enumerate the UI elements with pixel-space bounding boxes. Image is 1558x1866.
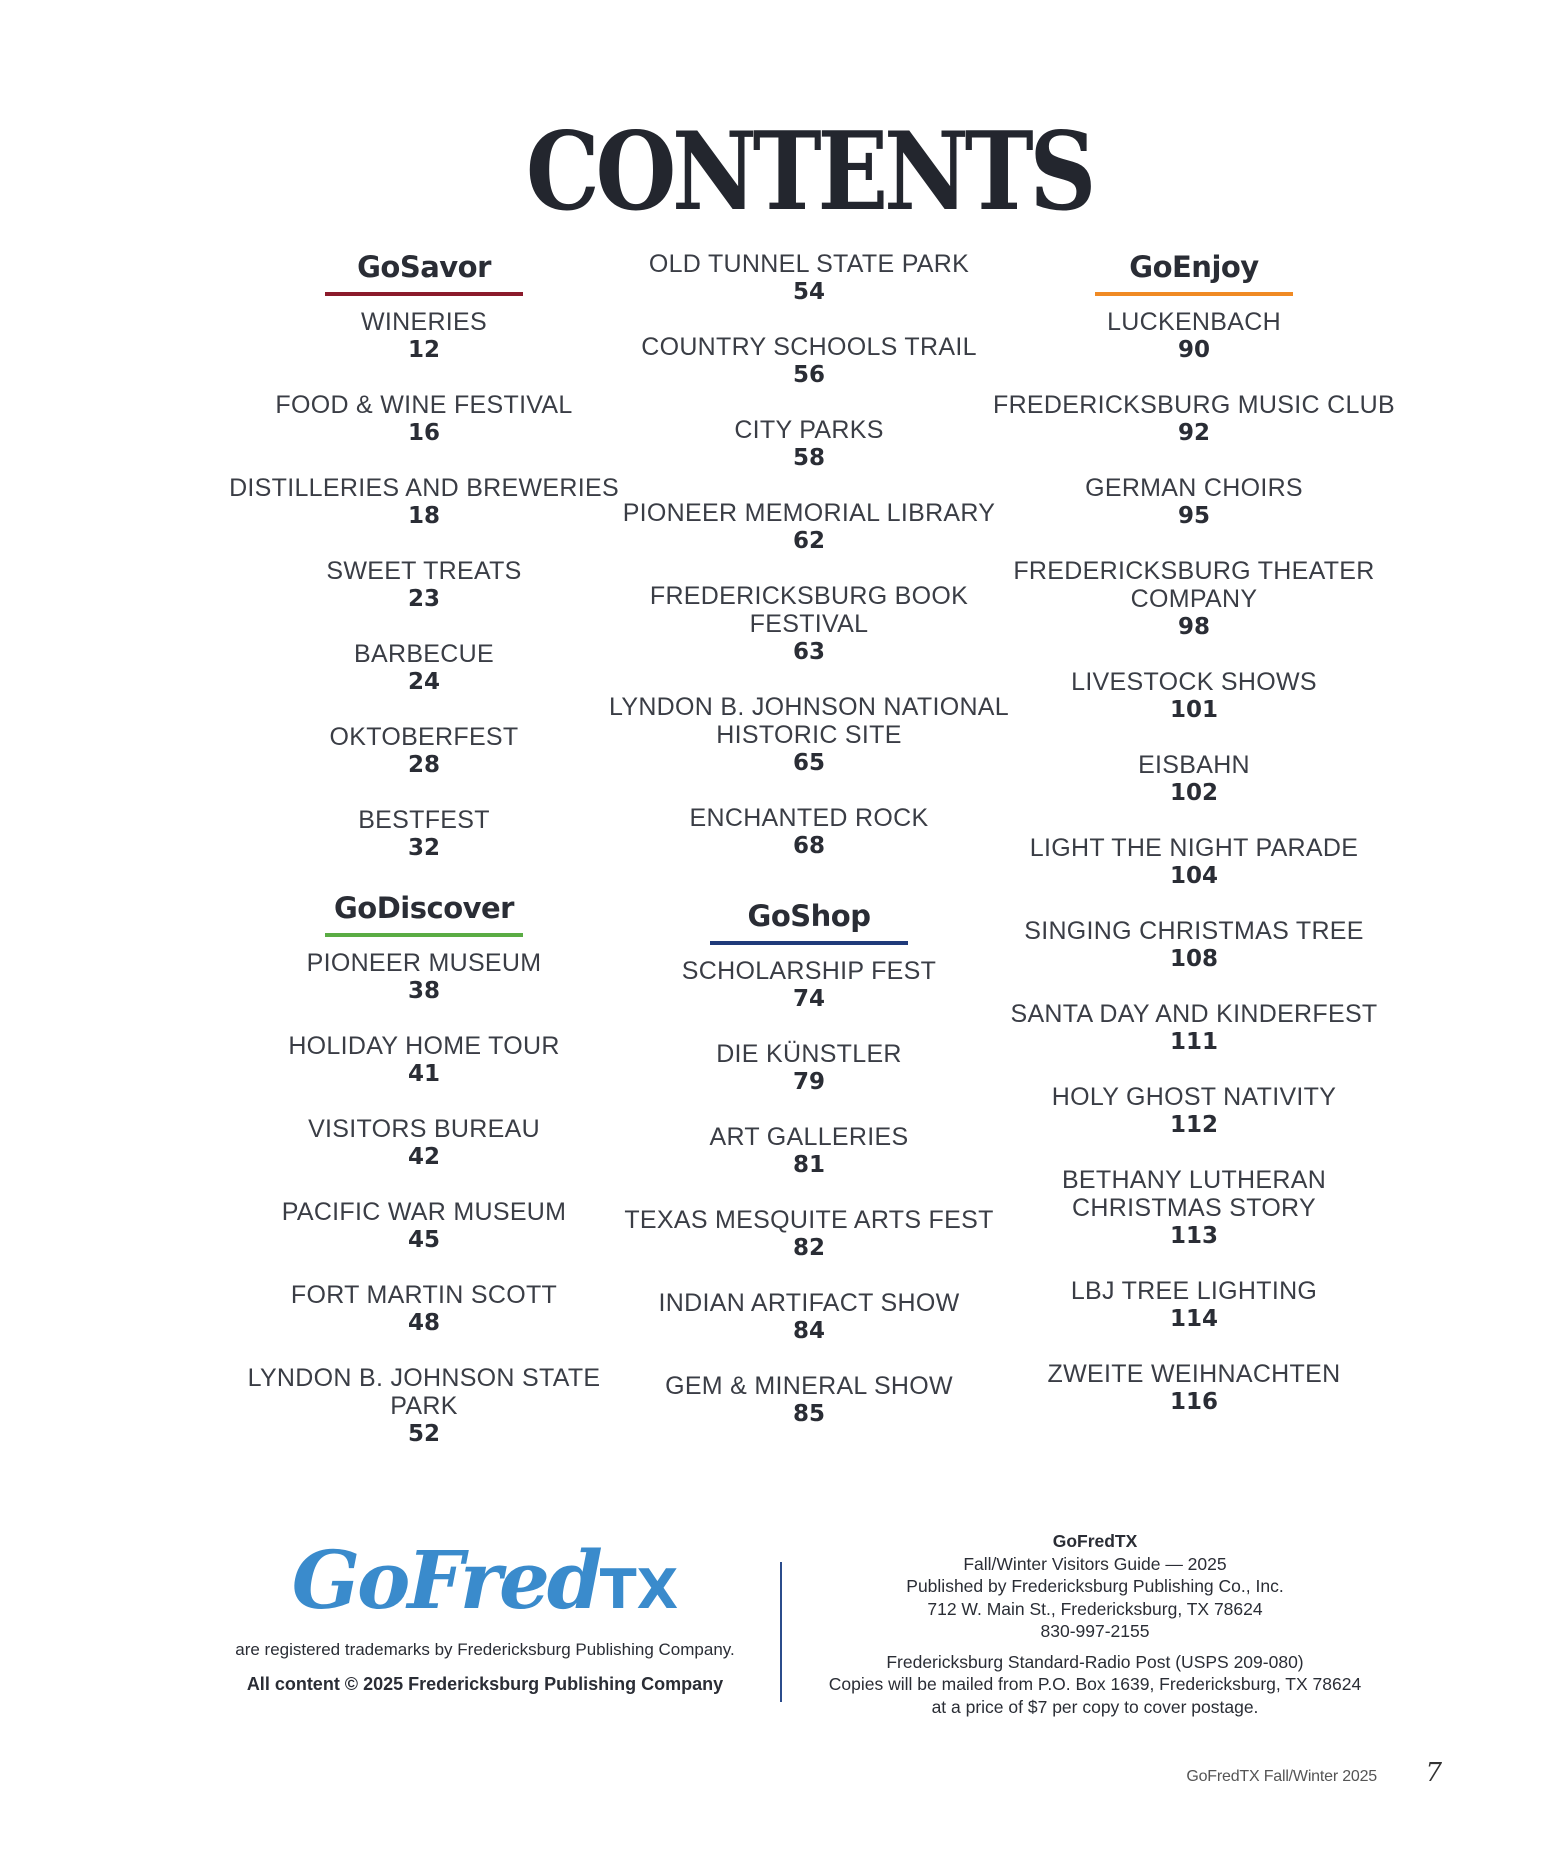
section-heading — [214, 248, 634, 296]
toc-entry-page: 104 — [1169, 863, 1218, 889]
toc-entry-title: DIE KÜNSTLER — [716, 1040, 902, 1068]
toc-column-1 — [214, 248, 634, 1475]
toc-entry-page: 24 — [407, 669, 440, 695]
toc-entry[interactable] — [599, 1040, 1019, 1096]
toc-entry-page: 79 — [792, 1069, 825, 1095]
toc-entry[interactable] — [214, 1281, 634, 1337]
toc-entry-page: 68 — [792, 833, 825, 859]
toc-entry-page: 101 — [1169, 697, 1218, 723]
toc-entry[interactable] — [214, 1198, 634, 1254]
toc-entry-page: 62 — [792, 528, 825, 554]
toc-entry-page: 52 — [407, 1421, 440, 1447]
toc-entry-title: VISITORS BUREAU — [308, 1115, 540, 1143]
footer-divider — [780, 1562, 782, 1702]
toc-entry[interactable] — [599, 1206, 1019, 1262]
toc-entry-title: LYNDON B. JOHNSON NATIONAL HISTORIC SITE — [609, 693, 1009, 749]
publisher-brand: GoFredTX — [1052, 1531, 1138, 1551]
section-title: GoShop — [747, 899, 871, 933]
section-title: GoSavor — [357, 250, 491, 284]
postal-line: at a price of $7 per copy to cover postage. — [931, 1696, 1259, 1717]
section-heading — [599, 897, 1019, 945]
toc-entry-title: FOOD & WINE FESTIVAL — [275, 391, 573, 419]
publisher-line: Fall/Winter Visitors Guide — 2025 — [963, 1553, 1227, 1574]
toc-entry[interactable] — [599, 1372, 1019, 1428]
toc-entry-title: COUNTRY SCHOOLS TRAIL — [641, 333, 977, 361]
section-underline — [710, 941, 908, 945]
toc-entry-title: FREDERICKSBURG THEATER COMPANY — [1013, 557, 1375, 613]
toc-entry[interactable] — [984, 308, 1404, 364]
toc-entry-page: 41 — [407, 1061, 440, 1087]
toc-entry-title: SANTA DAY AND KINDERFEST — [1010, 1000, 1378, 1028]
toc-entry-title: BESTFEST — [358, 806, 490, 834]
toc-entry-page: 98 — [1177, 614, 1210, 640]
toc-entry[interactable] — [214, 474, 634, 530]
toc-entry-page: 16 — [407, 420, 440, 446]
toc-entry-title: PACIFIC WAR MUSEUM — [281, 1198, 567, 1226]
toc-entry-title: SWEET TREATS — [326, 557, 522, 585]
toc-entry-page: 111 — [1169, 1029, 1218, 1055]
toc-entry-title: EISBAHN — [1138, 751, 1250, 779]
toc-entry-title: HOLIDAY HOME TOUR — [288, 1032, 560, 1060]
toc-entry[interactable] — [599, 1289, 1019, 1345]
publisher-line: Published by Fredericksburg Publishing Co., Inc. — [906, 1576, 1284, 1596]
section-title: GoEnjoy — [1129, 250, 1259, 284]
gofredtx-logo — [200, 1530, 770, 1630]
toc-entry-title: LYNDON B. JOHNSON STATE PARK — [247, 1364, 601, 1420]
toc-entry[interactable] — [599, 957, 1019, 1013]
page-number: 7 — [1425, 1758, 1442, 1788]
toc-entry[interactable] — [214, 1115, 634, 1171]
toc-entry-title: LIVESTOCK SHOWS — [1071, 668, 1317, 696]
toc-entry-title: OKTOBERFEST — [329, 723, 519, 751]
toc-entry-page: 95 — [1177, 503, 1210, 529]
toc-entry-page: 65 — [792, 750, 825, 776]
toc-entry-title: OLD TUNNEL STATE PARK — [648, 250, 970, 278]
toc-entry-title: LUCKENBACH — [1107, 308, 1281, 336]
toc-entry-title: TEXAS MESQUITE ARTS FEST — [624, 1206, 994, 1234]
toc-entry[interactable] — [214, 308, 634, 364]
publisher-line: 712 W. Main St., Fredericksburg, TX 78624 — [927, 1598, 1263, 1619]
toc-entry-title: SCHOLARSHIP FEST — [681, 957, 937, 985]
toc-entry[interactable] — [599, 416, 1019, 472]
toc-entry[interactable] — [599, 499, 1019, 555]
toc-column-3 — [984, 248, 1404, 1443]
postal-line: Fredericksburg Standard-Radio Post (USPS 209-080) — [886, 1651, 1304, 1672]
toc-entry[interactable] — [214, 557, 634, 613]
toc-entry-page: 74 — [792, 986, 825, 1012]
page-footer — [1186, 1758, 1442, 1788]
toc-entry-page: 82 — [792, 1235, 825, 1261]
trademark-notice: are registered trademarks by Fredericksburg Publishing Company. — [235, 1640, 735, 1659]
toc-entry-title: WINERIES — [360, 308, 488, 336]
toc-entry[interactable] — [214, 640, 634, 696]
section-underline — [1095, 292, 1293, 296]
page-title: CONTENTS — [525, 109, 1093, 235]
toc-entry-page: 116 — [1169, 1389, 1218, 1415]
toc-entry[interactable] — [599, 582, 1019, 666]
toc-entry-page: 58 — [792, 445, 825, 471]
footer-branding — [200, 1530, 770, 1695]
toc-entry-page: 92 — [1177, 420, 1210, 446]
toc-entry-page: 85 — [792, 1401, 825, 1427]
toc-entry-page: 63 — [792, 639, 825, 665]
toc-entry[interactable] — [984, 668, 1404, 724]
toc-entry-page: 113 — [1169, 1223, 1218, 1249]
toc-entry-page: 108 — [1169, 946, 1218, 972]
toc-entry-title: ENCHANTED ROCK — [689, 804, 929, 832]
toc-entry[interactable] — [984, 834, 1404, 890]
toc-entry[interactable] — [984, 1000, 1404, 1056]
section-heading — [984, 248, 1404, 296]
toc-entry-title: FREDERICKSBURG BOOK FESTIVAL — [649, 582, 969, 638]
toc-entry-page: 84 — [792, 1318, 825, 1344]
toc-entry-page: 90 — [1177, 337, 1210, 363]
logo-wordmark: GoFred — [291, 1533, 600, 1627]
logo-tx: TX — [599, 1558, 679, 1621]
toc-entry-page: 23 — [407, 586, 440, 612]
publisher-info — [800, 1530, 1390, 1718]
toc-entry[interactable] — [984, 1166, 1404, 1250]
toc-entry[interactable] — [984, 751, 1404, 807]
toc-entry-page: 102 — [1169, 780, 1218, 806]
toc-entry-page: 54 — [792, 279, 825, 305]
toc-entry[interactable] — [599, 693, 1019, 777]
toc-entry-page: 18 — [407, 503, 440, 529]
toc-entry[interactable] — [984, 474, 1404, 530]
toc-entry-page: 28 — [407, 752, 440, 778]
toc-entry[interactable] — [599, 804, 1019, 860]
toc-entry[interactable] — [214, 723, 634, 779]
toc-entry-page: 81 — [792, 1152, 825, 1178]
toc-entry-page: 48 — [407, 1310, 440, 1336]
toc-entry-title: FREDERICKSBURG MUSIC CLUB — [993, 391, 1395, 419]
toc-entry-page: 38 — [407, 978, 440, 1004]
toc-entry-page: 112 — [1169, 1112, 1218, 1138]
toc-entry-title: ZWEITE WEIHNACHTEN — [1047, 1360, 1341, 1388]
toc-entry[interactable] — [599, 1123, 1019, 1179]
toc-entry-title: CITY PARKS — [734, 416, 884, 444]
postal-line: Copies will be mailed from P.O. Box 1639, Fredericksburg, TX 78624 — [828, 1674, 1362, 1694]
toc-entry-title: FORT MARTIN SCOTT — [290, 1281, 558, 1309]
toc-entry-title: ART GALLERIES — [709, 1123, 909, 1151]
toc-entry-title: LIGHT THE NIGHT PARADE — [1029, 834, 1359, 862]
toc-entry-page: 114 — [1169, 1306, 1218, 1332]
section-title: GoDiscover — [334, 891, 514, 925]
section-underline — [325, 292, 523, 296]
section-heading — [214, 889, 634, 937]
toc-entry[interactable] — [984, 1083, 1404, 1139]
toc-entry[interactable] — [984, 557, 1404, 641]
toc-entry[interactable] — [214, 1032, 634, 1088]
toc-entry[interactable] — [984, 1360, 1404, 1416]
toc-entry[interactable] — [984, 917, 1404, 973]
toc-entry-title: BETHANY LUTHERAN CHRISTMAS STORY — [1061, 1166, 1327, 1222]
copyright-notice: All content © 2025 Fredericksburg Publishing Company — [246, 1674, 724, 1694]
toc-entry-page: 42 — [407, 1144, 440, 1170]
toc-entry-title: INDIAN ARTIFACT SHOW — [658, 1289, 960, 1317]
toc-entry-title: PIONEER MUSEUM — [306, 949, 542, 977]
toc-entry-title: HOLY GHOST NATIVITY — [1051, 1083, 1337, 1111]
toc-entry[interactable] — [984, 1277, 1404, 1333]
toc-entry-title: GERMAN CHOIRS — [1085, 474, 1303, 502]
toc-entry-title: LBJ TREE LIGHTING — [1070, 1277, 1318, 1305]
toc-entry[interactable] — [984, 391, 1404, 447]
toc-entry[interactable] — [214, 949, 634, 1005]
section-underline — [325, 933, 523, 937]
toc-entry-page: 45 — [407, 1227, 440, 1253]
toc-entry[interactable] — [599, 250, 1019, 306]
toc-entry-title: GEM & MINERAL SHOW — [665, 1372, 953, 1400]
toc-entry-title: BARBECUE — [354, 640, 494, 668]
toc-entry[interactable] — [214, 1364, 634, 1448]
toc-entry-page: 12 — [407, 337, 440, 363]
toc-entry[interactable] — [214, 391, 634, 447]
publication-label: GoFredTX Fall/Winter 2025 — [1186, 1768, 1377, 1785]
toc-entry-title: SINGING CHRISTMAS TREE — [1024, 917, 1364, 945]
toc-entry-title: PIONEER MEMORIAL LIBRARY — [622, 499, 996, 527]
toc-entry-page: 56 — [792, 362, 825, 388]
toc-entry-title: DISTILLERIES AND BREWERIES — [229, 474, 619, 502]
toc-entry[interactable] — [214, 806, 634, 862]
toc-entry[interactable] — [599, 333, 1019, 389]
publisher-line: 830-997-2155 — [1040, 1621, 1150, 1641]
toc-entry-page: 32 — [407, 835, 440, 861]
toc-column-2 — [599, 248, 1019, 1455]
